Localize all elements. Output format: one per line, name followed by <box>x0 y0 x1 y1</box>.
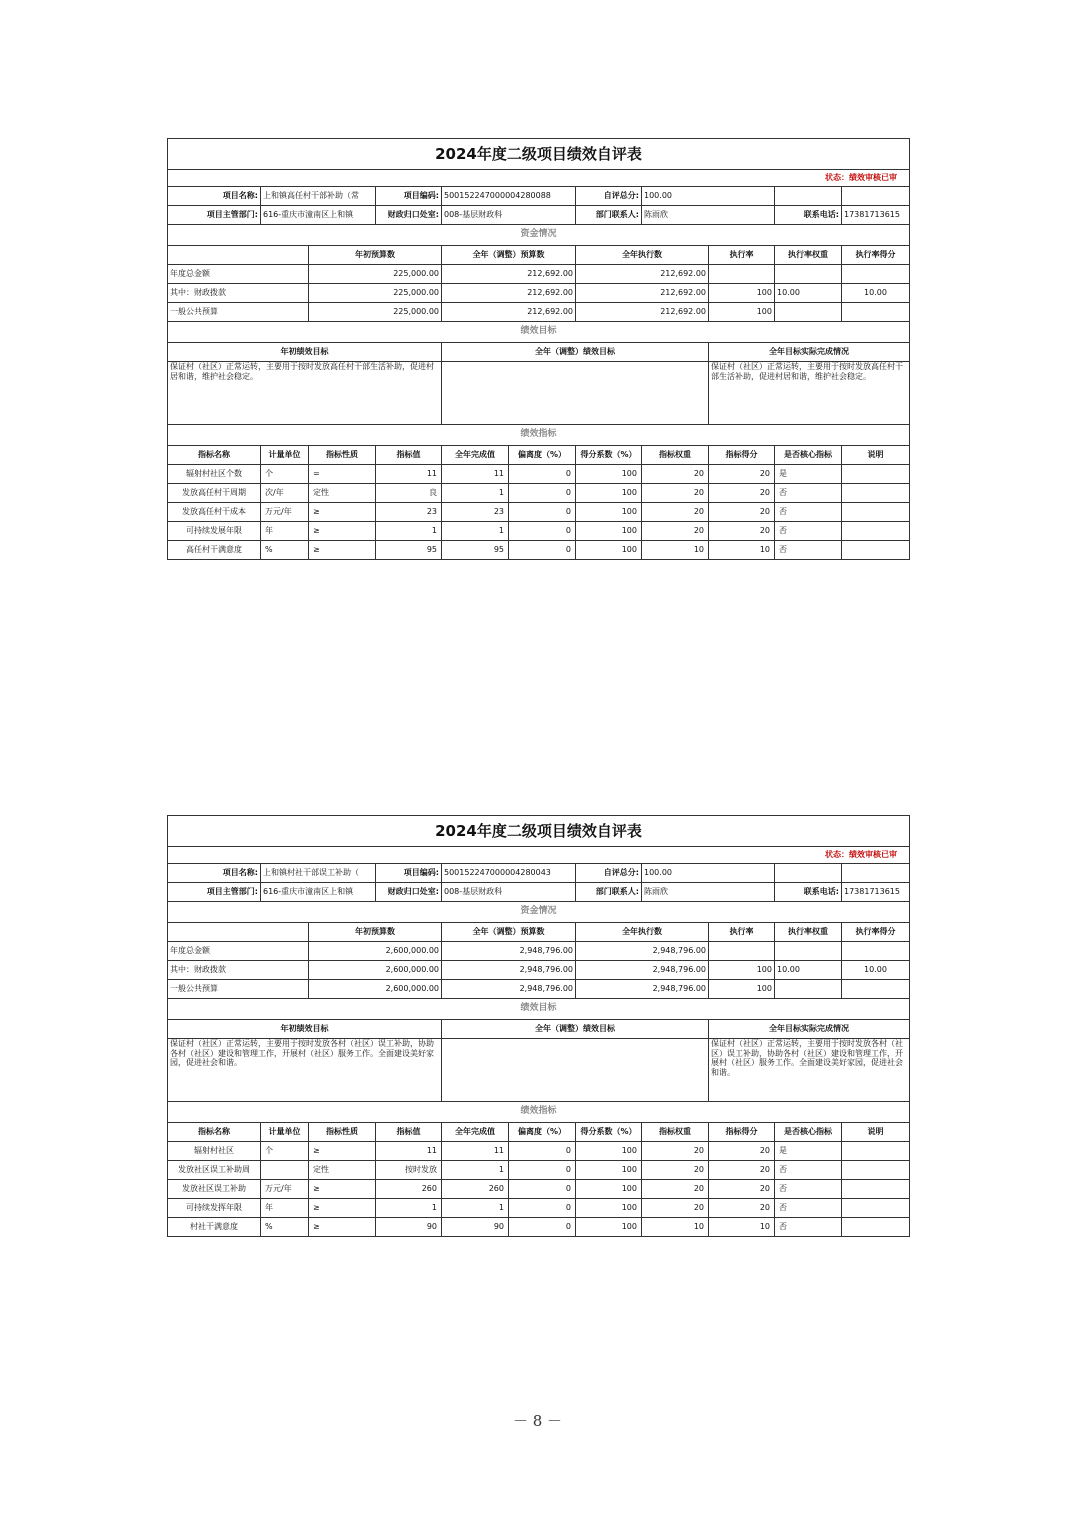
indicator-cell-score: 20 <box>709 1142 775 1161</box>
fund-cell-adjusted: 212,692.00 <box>442 265 576 284</box>
fund-cell-initial: 225,000.00 <box>309 265 442 284</box>
indicator-cell-score: 20 <box>709 522 775 541</box>
fund-cell-rate: 100 <box>709 303 775 322</box>
indicator-cell-nature: ≥ <box>309 1142 376 1161</box>
indicator-cell-weight: 10 <box>642 541 709 560</box>
indicator-header: 偏离度（%） <box>509 446 576 465</box>
fund-header: 全年（调整）预算数 <box>442 923 576 942</box>
fund-header: 执行率得分 <box>842 923 910 942</box>
fund-header: 执行率权重 <box>775 246 842 265</box>
empty-cell <box>842 187 910 206</box>
goal-header: 全年目标实际完成情况 <box>709 1020 910 1039</box>
fund-cell-score: 10.00 <box>842 284 910 303</box>
indicator-cell-done: 23 <box>442 503 509 522</box>
indicator-cell-weight: 10 <box>642 1218 709 1237</box>
indicator-cell-coef: 100 <box>576 503 642 522</box>
indicator-header: 得分系数（%） <box>576 446 642 465</box>
fund-cell-initial: 225,000.00 <box>309 303 442 322</box>
fund-cell-rate <box>709 265 775 284</box>
indicator-header: 说明 <box>842 1123 910 1142</box>
indicator-cell-note <box>842 1142 910 1161</box>
indicator-cell-dev: 0 <box>509 1161 576 1180</box>
finance-office-value: 008-基层财政科 <box>442 883 576 902</box>
fund-cell-adjusted: 2,948,796.00 <box>442 980 576 999</box>
finance-office-label: 财政归口处室: <box>376 206 442 225</box>
indicator-cell-nature: ≥ <box>309 1180 376 1199</box>
indicator-cell-nature: ≥ <box>309 541 376 560</box>
fund-cell-initial: 2,600,000.00 <box>309 980 442 999</box>
indicator-cell-unit: 个 <box>261 1142 309 1161</box>
indicator-cell-unit: 万元/年 <box>261 1180 309 1199</box>
indicator-cell-value: 260 <box>376 1180 442 1199</box>
goal-adjusted-text <box>442 362 709 425</box>
fund-header: 全年（调整）预算数 <box>442 246 576 265</box>
form-title: 2024年度二级项目绩效自评表 <box>168 816 910 847</box>
indicator-cell-name: 发放高任村干成本 <box>168 503 261 522</box>
page-number: － 8 － <box>512 1412 563 1430</box>
indicator-cell-done: 1 <box>442 484 509 503</box>
indicator-cell-done: 260 <box>442 1180 509 1199</box>
project-name-label: 项目名称: <box>168 187 261 206</box>
form-table <box>167 815 910 1237</box>
dept-label: 项目主管部门: <box>168 206 261 225</box>
goal-header: 全年目标实际完成情况 <box>709 343 910 362</box>
phone-value: 17381713615 <box>842 206 910 225</box>
indicator-cell-note <box>842 1180 910 1199</box>
status-text: 状态：绩效审核已审 <box>168 170 910 187</box>
indicator-cell-note <box>842 503 910 522</box>
indicator-row <box>168 522 910 541</box>
indicator-cell-unit: 次/年 <box>261 484 309 503</box>
indicator-cell-value: 11 <box>376 465 442 484</box>
indicator-header: 全年完成值 <box>442 1123 509 1142</box>
dept-label: 项目主管部门: <box>168 883 261 902</box>
fund-row <box>168 942 910 961</box>
indicator-cell-core: 否 <box>775 1218 842 1237</box>
dept-value: 616-重庆市潼南区上和镇 <box>261 206 376 225</box>
indicator-row <box>168 1180 910 1199</box>
indicator-header: 得分系数（%） <box>576 1123 642 1142</box>
indicator-header: 偏离度（%） <box>509 1123 576 1142</box>
indicator-cell-core: 是 <box>775 465 842 484</box>
fund-cell-adjusted: 212,692.00 <box>442 303 576 322</box>
fund-header: 年初预算数 <box>309 923 442 942</box>
fund-cell-weight: 10.00 <box>775 284 842 303</box>
indicator-cell-done: 1 <box>442 1199 509 1218</box>
empty-cell <box>775 864 842 883</box>
indicator-cell-coef: 100 <box>576 541 642 560</box>
evaluation-form-1 <box>167 138 909 560</box>
indicator-header: 指标性质 <box>309 446 376 465</box>
empty-cell <box>168 923 309 942</box>
fund-header: 执行率 <box>709 246 775 265</box>
indicator-cell-nature: 定性 <box>309 484 376 503</box>
indicator-cell-name: 发放社区误工补助 <box>168 1180 261 1199</box>
indicator-header: 全年完成值 <box>442 446 509 465</box>
fund-header: 执行率 <box>709 923 775 942</box>
form-title: 2024年度二级项目绩效自评表 <box>168 139 910 170</box>
indicator-cell-score: 20 <box>709 465 775 484</box>
fund-section-heading: 资金情况 <box>168 225 910 246</box>
indicator-cell-name: 发放社区误工补助周 <box>168 1161 261 1180</box>
self-score-value: 100.00 <box>642 864 775 883</box>
fund-cell-weight <box>775 980 842 999</box>
indicator-cell-name: 可持续发展年限 <box>168 522 261 541</box>
indicator-cell-nature: ≥ <box>309 1199 376 1218</box>
fund-cell-executed: 212,692.00 <box>576 284 709 303</box>
empty-cell <box>842 864 910 883</box>
indicator-cell-done: 11 <box>442 465 509 484</box>
fund-header: 全年执行数 <box>576 246 709 265</box>
form-table <box>167 138 910 560</box>
indicator-row <box>168 1142 910 1161</box>
fund-row <box>168 961 910 980</box>
fund-cell-weight: 10.00 <box>775 961 842 980</box>
indicator-cell-name: 村社干满意度 <box>168 1218 261 1237</box>
indicator-cell-coef: 100 <box>576 1218 642 1237</box>
indicator-cell-unit: % <box>261 1218 309 1237</box>
fund-cell-adjusted: 2,948,796.00 <box>442 942 576 961</box>
indicator-cell-core: 否 <box>775 522 842 541</box>
indicator-cell-value: 1 <box>376 1199 442 1218</box>
indicator-cell-dev: 0 <box>509 1142 576 1161</box>
indicator-cell-core: 否 <box>775 1161 842 1180</box>
fund-cell-weight <box>775 303 842 322</box>
indicator-cell-core: 否 <box>775 1180 842 1199</box>
indicator-cell-weight: 20 <box>642 484 709 503</box>
indicator-cell-unit: 年 <box>261 522 309 541</box>
indicator-cell-done: 11 <box>442 1142 509 1161</box>
goal-header: 全年（调整）绩效目标 <box>442 343 709 362</box>
indicator-cell-done: 1 <box>442 522 509 541</box>
indicator-cell-dev: 0 <box>509 541 576 560</box>
indicator-cell-core: 否 <box>775 1199 842 1218</box>
fund-cell-score <box>842 303 910 322</box>
goal-header: 年初绩效目标 <box>168 343 442 362</box>
indicator-cell-value: 95 <box>376 541 442 560</box>
indicator-cell-weight: 20 <box>642 465 709 484</box>
fund-cell-label: 一般公共预算 <box>168 303 309 322</box>
contact-value: 陈雨欣 <box>642 883 775 902</box>
fund-header: 执行率得分 <box>842 246 910 265</box>
goal-header: 年初绩效目标 <box>168 1020 442 1039</box>
indicator-cell-score: 20 <box>709 1161 775 1180</box>
indicator-cell-done: 90 <box>442 1218 509 1237</box>
indicator-cell-value: 按时发放 <box>376 1161 442 1180</box>
contact-value: 陈雨欣 <box>642 206 775 225</box>
indicator-cell-note <box>842 465 910 484</box>
indicator-cell-coef: 100 <box>576 1180 642 1199</box>
indicator-header: 指标得分 <box>709 446 775 465</box>
indicator-cell-dev: 0 <box>509 1218 576 1237</box>
empty-cell <box>775 187 842 206</box>
fund-header: 全年执行数 <box>576 923 709 942</box>
indicator-cell-coef: 100 <box>576 484 642 503</box>
indicator-row <box>168 465 910 484</box>
indicator-cell-weight: 20 <box>642 1142 709 1161</box>
fund-cell-weight <box>775 942 842 961</box>
phone-value: 17381713615 <box>842 883 910 902</box>
contact-label: 部门联系人: <box>576 206 642 225</box>
self-score-label: 自评总分: <box>576 187 642 206</box>
evaluation-form-2 <box>167 815 909 1237</box>
indicator-cell-nature: 定性 <box>309 1161 376 1180</box>
indicator-cell-dev: 0 <box>509 465 576 484</box>
indicator-cell-done: 1 <box>442 1161 509 1180</box>
fund-row <box>168 284 910 303</box>
fund-cell-label: 一般公共预算 <box>168 980 309 999</box>
fund-cell-score: 10.00 <box>842 961 910 980</box>
indicator-cell-unit: 年 <box>261 1199 309 1218</box>
fund-cell-rate: 100 <box>709 980 775 999</box>
indicator-header: 是否核心指标 <box>775 1123 842 1142</box>
fund-cell-initial: 2,600,000.00 <box>309 942 442 961</box>
fund-cell-score <box>842 265 910 284</box>
indicator-cell-name: 可持续发挥年限 <box>168 1199 261 1218</box>
status-text: 状态：绩效审核已审 <box>168 847 910 864</box>
fund-section-heading: 资金情况 <box>168 902 910 923</box>
fund-cell-label: 年度总金额 <box>168 265 309 284</box>
fund-cell-executed: 212,692.00 <box>576 265 709 284</box>
indicator-cell-nature: ≥ <box>309 522 376 541</box>
indicator-cell-value: 良 <box>376 484 442 503</box>
indicator-header: 指标名称 <box>168 1123 261 1142</box>
indicator-cell-unit: 个 <box>261 465 309 484</box>
goal-actual-text: 保证村（社区）正常运转，主要用于按时发放各村（社区）误工补助，协助各村（社区）建设和管理工作，开展村（社区）服务工作。全面建设美好家园，促进社会和谐。 <box>709 1039 910 1102</box>
fund-cell-initial: 225,000.00 <box>309 284 442 303</box>
fund-row <box>168 303 910 322</box>
indicator-header: 是否核心指标 <box>775 446 842 465</box>
finance-office-label: 财政归口处室: <box>376 883 442 902</box>
indicator-row <box>168 1218 910 1237</box>
indicator-header: 指标性质 <box>309 1123 376 1142</box>
fund-row <box>168 980 910 999</box>
goal-initial-text: 保证村（社区）正常运转，主要用于按时发放各村（社区）误工补助，协助各村（社区）建设和管理工作，开展村（社区）服务工作。全面建设美好家园，促进社会和谐。 <box>168 1039 442 1102</box>
indicator-cell-nature: = <box>309 465 376 484</box>
indicator-cell-name: 辐射村社区个数 <box>168 465 261 484</box>
indicator-cell-core: 是 <box>775 1142 842 1161</box>
fund-cell-executed: 2,948,796.00 <box>576 980 709 999</box>
indicator-cell-coef: 100 <box>576 1161 642 1180</box>
dept-value: 616-重庆市潼南区上和镇 <box>261 883 376 902</box>
fund-row <box>168 265 910 284</box>
indicator-cell-dev: 0 <box>509 484 576 503</box>
indicator-header: 指标名称 <box>168 446 261 465</box>
indicator-cell-dev: 0 <box>509 1180 576 1199</box>
indicator-cell-unit: % <box>261 541 309 560</box>
indicator-row <box>168 484 910 503</box>
indicator-header: 指标得分 <box>709 1123 775 1142</box>
indicator-row <box>168 503 910 522</box>
fund-cell-label: 其中：财政拨款 <box>168 284 309 303</box>
indicator-cell-dev: 0 <box>509 503 576 522</box>
fund-cell-label: 其中：财政拨款 <box>168 961 309 980</box>
finance-office-value: 008-基层财政科 <box>442 206 576 225</box>
indicator-cell-value: 90 <box>376 1218 442 1237</box>
self-score-value: 100.00 <box>642 187 775 206</box>
goal-section-heading: 绩效目标 <box>168 322 910 343</box>
indicator-cell-dev: 0 <box>509 1199 576 1218</box>
indicator-cell-note <box>842 484 910 503</box>
goal-section-heading: 绩效目标 <box>168 999 910 1020</box>
phone-label: 联系电话: <box>775 206 842 225</box>
indicator-cell-core: 否 <box>775 503 842 522</box>
indicator-header: 指标值 <box>376 446 442 465</box>
fund-cell-score <box>842 980 910 999</box>
fund-cell-adjusted: 2,948,796.00 <box>442 961 576 980</box>
goal-initial-text: 保证村（社区）正常运转，主要用于按时发放高任村干部生活补助，促进村居和谐，维护社会稳定。 <box>168 362 442 425</box>
project-name-value: 上和镇村社干部误工补助（ <box>261 864 376 883</box>
goal-actual-text: 保证村（社区）正常运转，主要用于按时发放高任村干部生活补助，促进村居和谐，维护社会稳定。 <box>709 362 910 425</box>
indicator-cell-score: 20 <box>709 503 775 522</box>
indicator-cell-note <box>842 1199 910 1218</box>
indicator-cell-weight: 20 <box>642 1180 709 1199</box>
indicator-row <box>168 1199 910 1218</box>
indicator-cell-note <box>842 1161 910 1180</box>
indicator-header: 指标值 <box>376 1123 442 1142</box>
goal-header: 全年（调整）绩效目标 <box>442 1020 709 1039</box>
fund-cell-adjusted: 212,692.00 <box>442 284 576 303</box>
indicator-cell-name: 高任村干满意度 <box>168 541 261 560</box>
phone-label: 联系电话: <box>775 883 842 902</box>
indicator-cell-coef: 100 <box>576 1142 642 1161</box>
indicator-cell-note <box>842 522 910 541</box>
fund-cell-rate: 100 <box>709 961 775 980</box>
indicator-cell-weight: 20 <box>642 1161 709 1180</box>
indicator-row <box>168 1161 910 1180</box>
project-code-value: 500152247000004280088 <box>442 187 576 206</box>
project-code-label: 项目编码: <box>376 864 442 883</box>
indicator-header: 指标权重 <box>642 446 709 465</box>
goal-adjusted-text <box>442 1039 709 1102</box>
indicator-cell-nature: ≥ <box>309 1218 376 1237</box>
indicator-cell-name: 发放高任村干周期 <box>168 484 261 503</box>
indicator-header: 说明 <box>842 446 910 465</box>
indicator-cell-score: 20 <box>709 1199 775 1218</box>
indicator-cell-unit <box>261 1161 309 1180</box>
indicator-cell-score: 20 <box>709 484 775 503</box>
fund-cell-executed: 2,948,796.00 <box>576 961 709 980</box>
indicator-row <box>168 541 910 560</box>
self-score-label: 自评总分: <box>576 864 642 883</box>
indicator-cell-weight: 20 <box>642 1199 709 1218</box>
indicator-cell-done: 95 <box>442 541 509 560</box>
indicator-cell-score: 10 <box>709 1218 775 1237</box>
fund-header: 执行率权重 <box>775 923 842 942</box>
indicator-cell-weight: 20 <box>642 522 709 541</box>
indicator-cell-coef: 100 <box>576 522 642 541</box>
project-code-label: 项目编码: <box>376 187 442 206</box>
indicator-cell-coef: 100 <box>576 1199 642 1218</box>
indicator-cell-value: 1 <box>376 522 442 541</box>
project-name-label: 项目名称: <box>168 864 261 883</box>
indicator-cell-core: 否 <box>775 484 842 503</box>
indicator-cell-core: 否 <box>775 541 842 560</box>
indicator-header: 指标权重 <box>642 1123 709 1142</box>
indicator-section-heading: 绩效指标 <box>168 425 910 446</box>
indicator-cell-score: 10 <box>709 541 775 560</box>
indicator-cell-value: 23 <box>376 503 442 522</box>
fund-cell-initial: 2,600,000.00 <box>309 961 442 980</box>
indicator-cell-value: 11 <box>376 1142 442 1161</box>
indicator-cell-note <box>842 541 910 560</box>
indicator-cell-nature: ≥ <box>309 503 376 522</box>
indicator-cell-score: 20 <box>709 1180 775 1199</box>
indicator-header: 计量单位 <box>261 1123 309 1142</box>
indicator-cell-name: 辐射村社区 <box>168 1142 261 1161</box>
indicator-header: 计量单位 <box>261 446 309 465</box>
contact-label: 部门联系人: <box>576 883 642 902</box>
fund-header: 年初预算数 <box>309 246 442 265</box>
empty-cell <box>168 246 309 265</box>
indicator-cell-coef: 100 <box>576 465 642 484</box>
indicator-cell-note <box>842 1218 910 1237</box>
indicator-cell-dev: 0 <box>509 522 576 541</box>
indicator-cell-unit: 万元/年 <box>261 503 309 522</box>
fund-cell-score <box>842 942 910 961</box>
indicator-section-heading: 绩效指标 <box>168 1102 910 1123</box>
fund-cell-rate: 100 <box>709 284 775 303</box>
fund-cell-executed: 212,692.00 <box>576 303 709 322</box>
fund-cell-label: 年度总金额 <box>168 942 309 961</box>
indicator-cell-weight: 20 <box>642 503 709 522</box>
fund-cell-weight <box>775 265 842 284</box>
project-name-value: 上和镇高任村干部补助（常 <box>261 187 376 206</box>
fund-cell-executed: 2,948,796.00 <box>576 942 709 961</box>
project-code-value: 500152247000004280043 <box>442 864 576 883</box>
fund-cell-rate <box>709 942 775 961</box>
